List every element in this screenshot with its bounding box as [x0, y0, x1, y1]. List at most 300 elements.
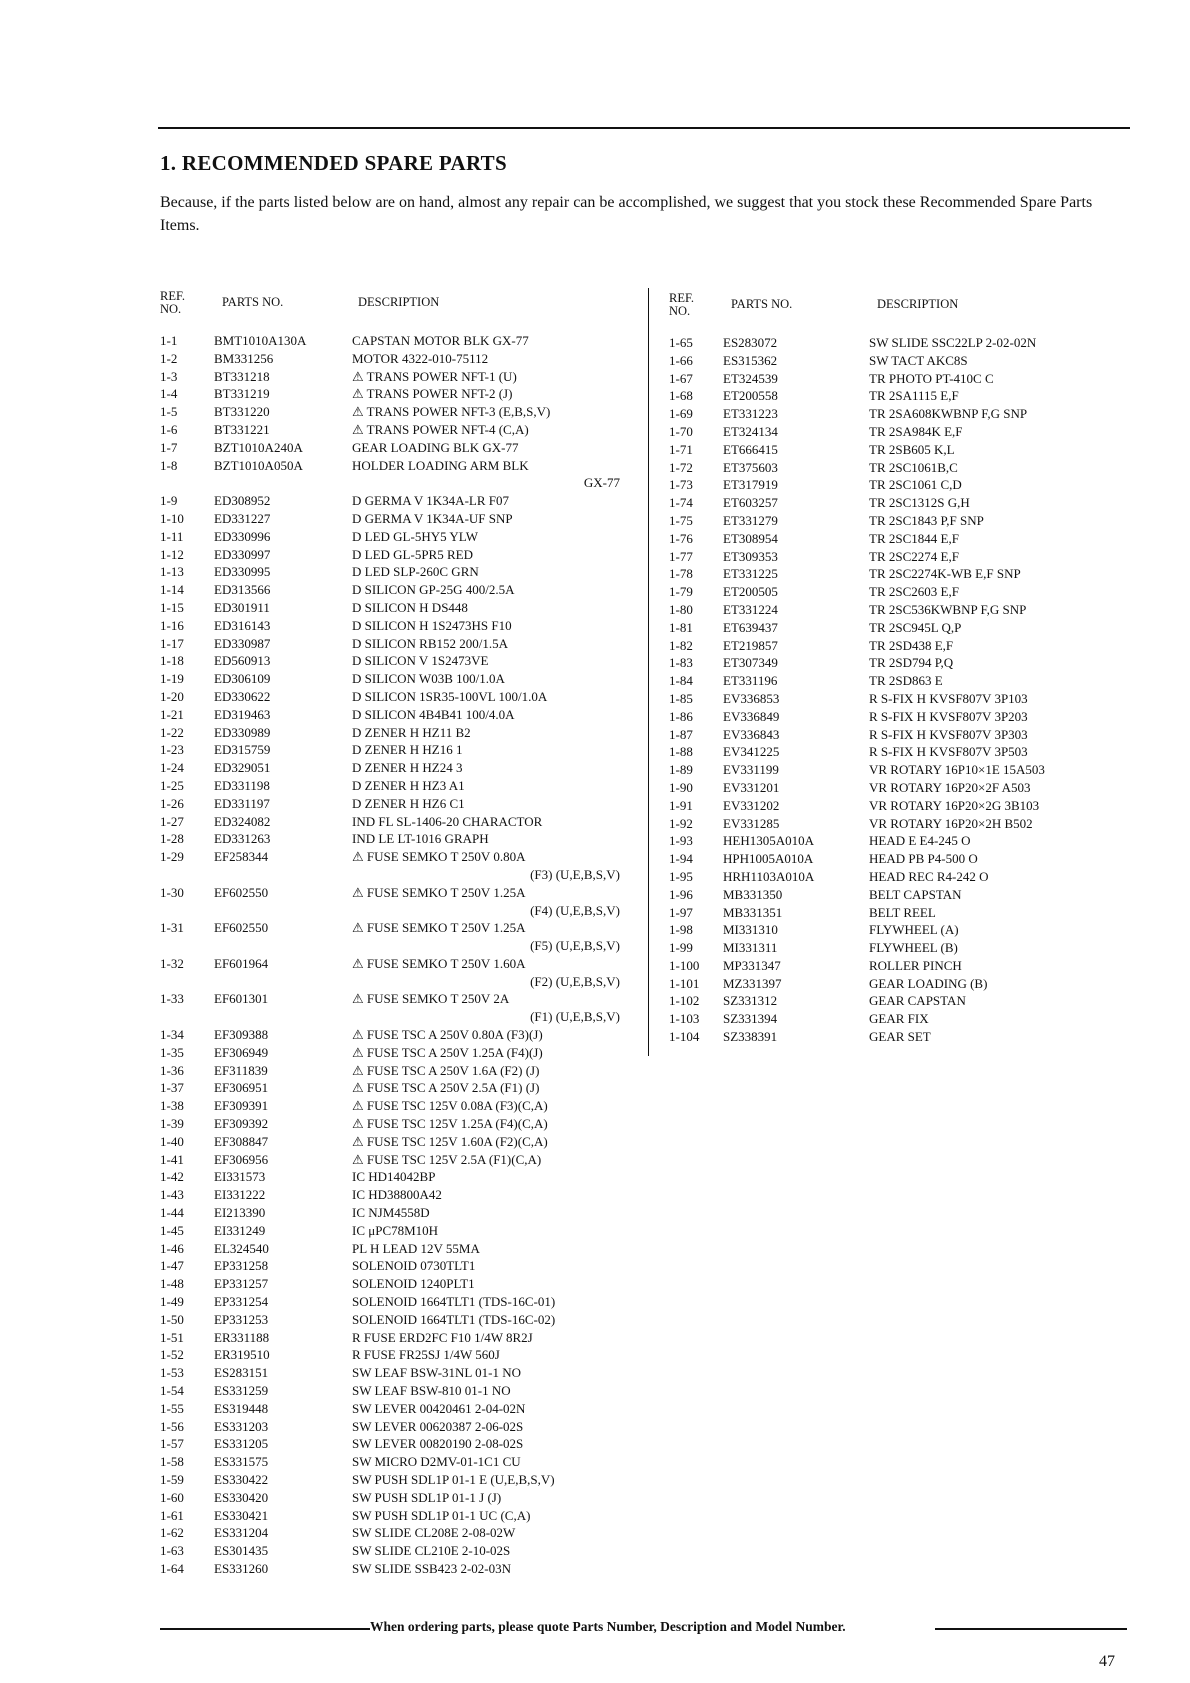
parts-no: ES330422: [214, 1472, 269, 1487]
table-row: [160, 599, 640, 617]
parts-no: ED331263: [214, 831, 271, 847]
table-row: [160, 492, 640, 510]
parts-no: EF602550: [214, 920, 269, 936]
description: CAPSTAN MOTOR BLK GX-77: [352, 333, 529, 348]
ref-no: 1-3: [160, 368, 178, 384]
top-rule: [158, 127, 1130, 129]
parts-no: ET375603: [723, 459, 778, 475]
footer-rule-left: [160, 1628, 370, 1630]
ref-no: 1-4: [160, 386, 178, 402]
table-row: [669, 850, 1129, 868]
description: TR 2SC945L Q,P: [869, 619, 962, 635]
parts-no: ES330420: [214, 1489, 269, 1505]
ref-no: 1-104: [669, 1029, 700, 1045]
description: BELT REEL: [869, 904, 936, 920]
table-row: [669, 654, 1129, 672]
description: D GERMA V 1K34A-UF SNP: [352, 510, 513, 526]
table-row: [669, 992, 1129, 1010]
description: R FUSE ERD2FC F10 1/4W 8R2J: [352, 1329, 533, 1345]
parts-no: ED319463: [214, 706, 271, 722]
table-row: [160, 1008, 640, 1026]
description: SW SLIDE SSB423 2-02-03N: [352, 1560, 512, 1576]
ref-no: 1-21: [160, 706, 184, 722]
description: GEAR FIX: [869, 1011, 929, 1027]
description: HEAD REC R4-242 O: [869, 868, 989, 884]
description: ⚠ FUSE TSC 125V 0.08A (F3)(C,A): [352, 1098, 548, 1114]
table-row: [160, 1560, 640, 1578]
table-row: [669, 1028, 1129, 1046]
table-row: [160, 670, 640, 688]
parts-no: EL324540: [214, 1240, 269, 1256]
description: SW PUSH SDL1P 01-1 J (J): [352, 1489, 502, 1505]
description: TR 2SC2274K-WB E,F SNP: [869, 566, 1021, 582]
parts-no-header: PARTS NO.: [731, 297, 793, 311]
description: IND LE LT-1016 GRAPH: [352, 831, 489, 847]
table-row: [669, 743, 1129, 761]
parts-no: ES331259: [214, 1383, 269, 1399]
table-row: [160, 421, 640, 439]
table-row: [160, 777, 640, 795]
description: D SILICON W03B 100/1.0A: [352, 671, 505, 687]
table-row: [669, 761, 1129, 779]
description: TR 2SA1115 E,F: [869, 388, 959, 404]
ref-no: 1-12: [160, 546, 184, 562]
table-row: [160, 1062, 640, 1080]
ref-no: 1-82: [669, 637, 693, 653]
table-row: [160, 937, 640, 955]
description: TR 2SC2603 E,F: [869, 584, 959, 600]
table-row: [669, 619, 1129, 637]
description: SOLENOID 0730TLT1: [352, 1258, 476, 1274]
parts-no: EI213390: [214, 1205, 266, 1221]
description: TR 2SC536KWBNP F,G SNP: [869, 601, 1027, 617]
table-row: [160, 830, 640, 848]
parts-no: ES315362: [723, 352, 778, 368]
parts-no: ET317919: [723, 477, 778, 493]
table-row: [160, 973, 640, 991]
ref-no: 1-16: [160, 617, 184, 633]
table-row: [160, 1275, 640, 1293]
parts-no: EF601964: [214, 955, 269, 971]
ref-no: 1-32: [160, 955, 184, 971]
table-row: [160, 1204, 640, 1222]
description: (F4) (U,E,B,S,V): [530, 902, 620, 918]
description: ⚠ TRANS POWER NFT-3 (E,B,S,V): [352, 404, 551, 420]
table-row: [160, 724, 640, 742]
parts-no: ET331279: [723, 512, 778, 528]
description: R FUSE FR25SJ 1/4W 560J: [352, 1347, 500, 1363]
parts-no: ED301911: [214, 599, 270, 615]
ref-no: 1-61: [160, 1507, 184, 1523]
description: TR 2SC1843 P,F SNP: [869, 512, 984, 528]
table-row: [160, 368, 640, 386]
ref-no: 1-62: [160, 1525, 184, 1541]
parts-no: ET603257: [723, 495, 778, 511]
ref-no: 1-96: [669, 886, 693, 902]
table-row: [669, 494, 1129, 512]
description: GEAR LOADING (B): [869, 975, 988, 991]
table-row: [160, 1542, 640, 1560]
ref-no: 1-70: [669, 423, 693, 439]
table-row: [160, 439, 640, 457]
parts-no: ED330987: [214, 635, 271, 651]
ref-no: 1-14: [160, 582, 184, 598]
parts-no: BMT1010A130A: [214, 333, 307, 348]
ref-no: 1-30: [160, 884, 184, 900]
ref-no: 1-66: [669, 352, 693, 368]
parts-no: ET331196: [723, 673, 778, 689]
description: MOTOR 4322-010-75112: [352, 350, 489, 366]
parts-no: ET639437: [723, 619, 778, 635]
parts-no: ED331198: [214, 777, 270, 793]
table-row: [160, 1471, 640, 1489]
table-row: [669, 832, 1129, 850]
table-row: [160, 1400, 640, 1418]
description: SW MICRO D2MV-01-1C1 CU: [352, 1454, 521, 1470]
description: IC HD14042BP: [352, 1169, 436, 1185]
ref-no: 1-81: [669, 619, 693, 635]
table-row: [160, 1168, 640, 1186]
description: D ZENER H HZ16 1: [352, 742, 463, 758]
description: SOLENOID 1664TLT1 (TDS-16C-02): [352, 1311, 556, 1327]
ref-no: 1-60: [160, 1489, 184, 1505]
ref-no: 1-94: [669, 851, 693, 867]
description: TR 2SA984K E,F: [869, 423, 963, 439]
description: IC HD38800A42: [352, 1187, 442, 1203]
table-row: [160, 1186, 640, 1204]
table-row: [160, 1489, 640, 1507]
ref-no: 1-84: [669, 673, 693, 689]
ref-no: 1-101: [669, 975, 700, 991]
ref-no: 1-45: [160, 1222, 184, 1238]
description: ⚠ FUSE TSC 125V 2.5A (F1)(C,A): [352, 1151, 542, 1167]
parts-no: EF306956: [214, 1151, 269, 1167]
parts-no: ES283151: [214, 1365, 269, 1381]
description: ⚠ FUSE SEMKO T 250V 1.25A: [352, 884, 526, 900]
description: TR 2SC1061B,C: [869, 459, 958, 475]
description: R S-FIX H KVSF807V 3P103: [869, 690, 1028, 706]
ref-no: 1-49: [160, 1294, 184, 1310]
ref-no: 1-89: [669, 762, 693, 778]
parts-no: ET307349: [723, 655, 778, 671]
parts-no: ED315759: [214, 742, 271, 758]
description: IND FL SL-1406-20 CHARACTOR: [352, 813, 543, 829]
parts-no: EV331199: [723, 762, 779, 778]
description: D SILICON H DS448: [352, 599, 468, 615]
description: SW LEVER 00620387 2-06-02S: [352, 1418, 524, 1434]
parts-no: EF601301: [214, 991, 269, 1007]
parts-no: ET200558: [723, 388, 778, 404]
description: GX-77: [583, 475, 620, 491]
ref-no: 1-15: [160, 599, 184, 615]
ref-no: 1-76: [669, 530, 693, 546]
ref-no: 1-97: [669, 904, 693, 920]
ref-no: 1-11: [160, 528, 184, 544]
parts-no: BT331218: [214, 368, 270, 384]
ref-no: 1-5: [160, 404, 178, 420]
ref-no: 1-46: [160, 1240, 184, 1256]
parts-no: ED330996: [214, 528, 271, 544]
parts-no: SZ338391: [723, 1029, 778, 1045]
ref-no: 1-90: [669, 779, 693, 795]
table-row: [160, 403, 640, 421]
description: TR 2SA608KWBNP F,G SNP: [869, 406, 1028, 422]
table-row: [160, 1311, 640, 1329]
table-row: [160, 510, 640, 528]
ref-no: 1-86: [669, 708, 693, 724]
parts-no: ED308952: [214, 493, 271, 509]
parts-no: BT331221: [214, 421, 270, 437]
description: VR ROTARY 16P10×1E 15A503: [869, 762, 1045, 778]
table-row: [160, 848, 640, 866]
ref-no: 1-42: [160, 1169, 184, 1185]
parts-no: BZT1010A050A: [214, 457, 303, 473]
parts-no: BT331219: [214, 386, 270, 402]
table-row: [160, 1364, 640, 1382]
table-row: [160, 385, 640, 403]
ref-header-line2: NO.: [160, 302, 182, 316]
table-row: [669, 423, 1129, 441]
description: D SILICON RB152 200/1.5A: [352, 635, 509, 651]
parts-no: SZ331312: [723, 993, 778, 1009]
ref-no: 1-50: [160, 1311, 184, 1327]
parts-no: ED316143: [214, 617, 271, 633]
description: SOLENOID 1240PLT1: [352, 1276, 475, 1292]
table-row: [669, 512, 1129, 530]
table-row: [669, 565, 1129, 583]
description: D LED GL-5PR5 RED: [352, 546, 473, 562]
description: IC μPC78M10H: [352, 1222, 439, 1238]
parts-no: ER331188: [214, 1329, 270, 1345]
ref-no: 1-18: [160, 653, 184, 669]
table-body-left: [160, 332, 640, 1578]
description: SW LEVER 00420461 2-04-02N: [352, 1400, 526, 1416]
ref-no: 1-87: [669, 726, 693, 742]
description: D SILICON V 1S2473VE: [352, 653, 489, 669]
parts-no: EF311839: [214, 1062, 268, 1078]
parts-no: ES301435: [214, 1543, 269, 1559]
parts-no: ED331227: [214, 510, 271, 526]
table-row: [669, 352, 1129, 370]
table-row: [669, 405, 1129, 423]
ref-no: 1-33: [160, 991, 184, 1007]
ref-no: 1-83: [669, 655, 693, 671]
description: ⚠ FUSE TSC A 250V 1.6A (F2) (J): [352, 1062, 540, 1078]
description: HEAD E E4-245 O: [869, 833, 971, 849]
ref-no: 1-72: [669, 459, 693, 475]
description: PL H LEAD 12V 55MA: [352, 1240, 480, 1256]
table-row: [160, 955, 640, 973]
table-row: [160, 581, 640, 599]
ref-no: 1-13: [160, 564, 184, 580]
ref-no: 1-93: [669, 833, 693, 849]
table-row: [669, 583, 1129, 601]
ref-no: 1-64: [160, 1560, 184, 1576]
ref-no: 1-99: [669, 940, 693, 956]
ref-no: 1-19: [160, 671, 184, 687]
parts-no: EP331258: [214, 1258, 269, 1274]
ref-no: 1-59: [160, 1472, 184, 1487]
table-row: [160, 1240, 640, 1258]
description: SW SLIDE CL208E 2-08-02W: [352, 1525, 516, 1541]
table-row: [160, 1329, 640, 1347]
parts-no: ES331575: [214, 1454, 269, 1470]
table-row: [160, 759, 640, 777]
ref-no: 1-52: [160, 1347, 184, 1363]
ref-no: 1-20: [160, 688, 184, 704]
description: D SILICON 4B4B41 100/4.0A: [352, 706, 515, 722]
ref-no: 1-79: [669, 584, 693, 600]
description-header: DESCRIPTION: [358, 295, 440, 309]
description: TR PHOTO PT-410C C: [869, 370, 994, 386]
ref-no: 1-2: [160, 350, 178, 366]
description: SW PUSH SDL1P 01-1 E (U,E,B,S,V): [352, 1472, 555, 1487]
description: D SILICON 1SR35-100VL 100/1.0A: [352, 688, 548, 704]
parts-no: BT331220: [214, 404, 270, 420]
parts-no: SZ331394: [723, 1011, 778, 1027]
parts-no-header: PARTS NO.: [222, 295, 284, 309]
table-row: [160, 1026, 640, 1044]
ref-no: 1-48: [160, 1276, 184, 1292]
table-row: [669, 548, 1129, 566]
parts-no: ET309353: [723, 548, 778, 564]
description: D SILICON H 1S2473HS F10: [352, 617, 512, 633]
ref-no: 1-98: [669, 922, 693, 938]
table-row: [160, 1097, 640, 1115]
description: HEAD PB P4-500 O: [869, 851, 978, 867]
parts-no: ES331260: [214, 1560, 269, 1576]
table-row: [669, 939, 1129, 957]
parts-no: MB331351: [723, 904, 783, 920]
table-row: [160, 884, 640, 902]
ref-no: 1-36: [160, 1062, 184, 1078]
parts-no: ET324539: [723, 370, 778, 386]
description: (F2) (U,E,B,S,V): [530, 973, 620, 989]
table-row: [160, 1418, 640, 1436]
table-row: [160, 813, 640, 831]
parts-no: EF258344: [214, 849, 269, 865]
description: VR ROTARY 16P20×2G 3B103: [869, 797, 1040, 813]
parts-no: EF306949: [214, 1044, 269, 1060]
description: FLYWHEEL (B): [869, 940, 958, 956]
description: SW SLIDE CL210E 2-10-02S: [352, 1543, 511, 1559]
ref-no: 1-25: [160, 777, 184, 793]
ref-no: 1-58: [160, 1454, 184, 1470]
description: D ZENER H HZ24 3: [352, 760, 463, 776]
description: ⚠ FUSE TSC A 250V 1.25A (F4)(J): [352, 1044, 543, 1060]
parts-no: EV336853: [723, 690, 780, 706]
table-row: [669, 779, 1129, 797]
ref-no: 1-47: [160, 1258, 184, 1274]
parts-no: ET331225: [723, 566, 778, 582]
ref-no: 1-37: [160, 1080, 184, 1096]
ref-no: 1-63: [160, 1543, 184, 1559]
description: R S-FIX H KVSF807V 3P203: [869, 708, 1028, 724]
parts-no: HEH1305A010A: [723, 833, 814, 849]
parts-no: ET331223: [723, 406, 778, 422]
parts-no: ES331204: [214, 1525, 269, 1541]
table-row: [669, 868, 1129, 886]
parts-no: BZT1010A240A: [214, 439, 303, 455]
parts-no: ET308954: [723, 530, 778, 546]
description: TR 2SD438 E,F: [869, 637, 954, 653]
page-title: 1. RECOMMENDED SPARE PARTS: [160, 151, 507, 175]
parts-no: MI331310: [723, 922, 778, 938]
ref-no: 1-75: [669, 512, 693, 528]
ref-no: 1-100: [669, 957, 700, 973]
description: GEAR CAPSTAN: [869, 993, 966, 1009]
description: TR 2SB605 K,L: [869, 441, 955, 457]
parts-no: ET200505: [723, 584, 778, 600]
table-row: [160, 1151, 640, 1169]
parts-no: EV341225: [723, 744, 780, 760]
description: GEAR SET: [869, 1029, 931, 1045]
parts-no: ED330622: [214, 688, 271, 704]
parts-no: EI331222: [214, 1187, 266, 1203]
parts-no: BM331256: [214, 350, 274, 366]
table-row: [669, 726, 1129, 744]
ref-no: 1-35: [160, 1044, 184, 1060]
table-row: [160, 795, 640, 813]
description: (F1) (U,E,B,S,V): [530, 1009, 620, 1025]
table-row: [160, 1222, 640, 1240]
ref-no: 1-77: [669, 548, 693, 564]
table-row: [160, 546, 640, 564]
description: GEAR LOADING BLK GX-77: [352, 439, 519, 455]
ref-no: 1-55: [160, 1400, 184, 1416]
table-row: [160, 350, 640, 368]
parts-no: ED306109: [214, 671, 271, 687]
description: ⚠ FUSE SEMKO T 250V 2A: [352, 991, 510, 1007]
table-row: [669, 1010, 1129, 1028]
description: R S-FIX H KVSF807V 3P503: [869, 744, 1028, 760]
ref-no: 1-38: [160, 1098, 184, 1114]
table-row: [160, 1079, 640, 1097]
parts-no: ED324082: [214, 813, 271, 829]
description: ⚠ FUSE TSC 125V 1.25A (F4)(C,A): [352, 1116, 548, 1132]
parts-table-left: [160, 288, 640, 1578]
ref-no: 1-6: [160, 421, 178, 437]
table-row: [669, 904, 1129, 922]
ref-no: 1-26: [160, 795, 184, 811]
parts-no: EV331202: [723, 797, 780, 813]
ref-no: 1-1: [160, 333, 178, 348]
ref-no: 1-41: [160, 1151, 184, 1167]
description-header: DESCRIPTION: [877, 297, 959, 311]
ref-no: 1-34: [160, 1027, 184, 1043]
ref-no: 1-22: [160, 724, 184, 740]
ref-no: 1-95: [669, 868, 693, 884]
table-row: [669, 387, 1129, 405]
ref-no: 1-43: [160, 1187, 184, 1203]
table-row: [160, 1435, 640, 1453]
description: TR 2SD794 P,Q: [869, 655, 954, 671]
description: FLYWHEEL (A): [869, 922, 959, 938]
table-row: [160, 1293, 640, 1311]
description: ⚠ FUSE TSC A 250V 0.80A (F3)(J): [352, 1027, 543, 1043]
parts-no: ES330421: [214, 1507, 269, 1523]
description: ⚠ TRANS POWER NFT-1 (U): [352, 368, 517, 384]
table-row: [160, 617, 640, 635]
ref-no: 1-24: [160, 760, 184, 776]
table-row: [160, 457, 640, 475]
description: SOLENOID 1664TLT1 (TDS-16C-01): [352, 1294, 556, 1310]
description: D GERMA V 1K34A-LR F07: [352, 493, 509, 509]
description: TR 2SD863 E: [869, 673, 943, 689]
parts-no: EP331257: [214, 1276, 269, 1292]
table-row: [160, 563, 640, 581]
ref-no: 1-8: [160, 457, 178, 473]
